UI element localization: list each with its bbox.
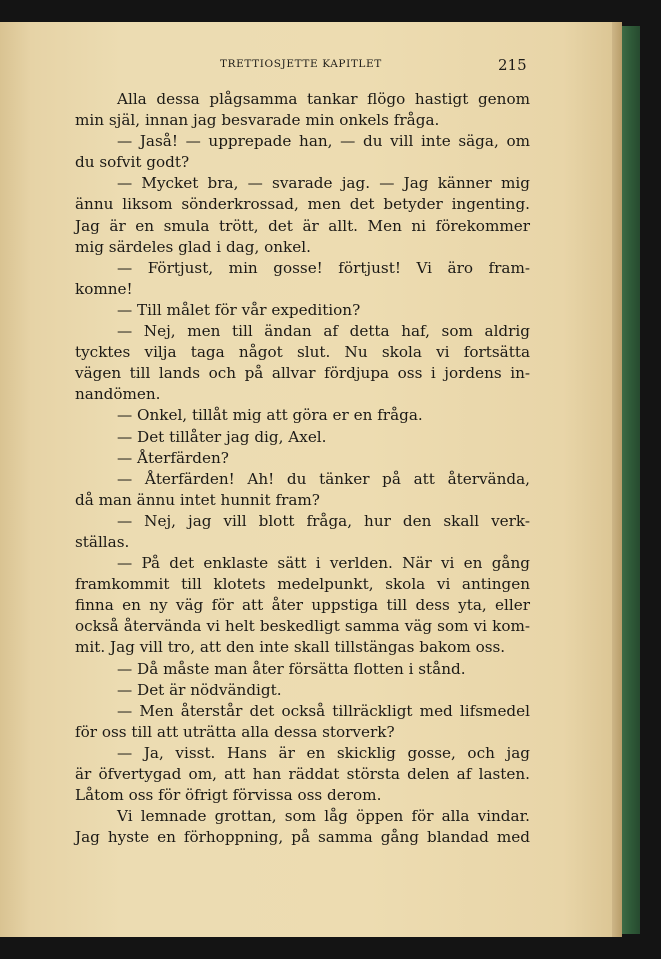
book-cover-edge — [622, 26, 640, 934]
text-line: Jag hyste en förhoppning, på samma gång blandad med — [75, 828, 530, 847]
text-line: min själ, innan jag besvarade min onkels fråga. — [75, 111, 440, 130]
page-header — [0, 56, 612, 76]
text-line: mit. Jag vill tro, att den inte skall tillstängas bakom oss. — [75, 638, 506, 657]
text-line: — Jaså! — upprepade han, — du vill inte säga, om — [117, 132, 530, 151]
text-line: för oss till att uträtta alla dessa storverk? — [75, 722, 395, 741]
text-line: då man ännu intet hunnit fram? — [75, 490, 320, 509]
text-line: ännu liksom sönderkrossad, men det betyder ingenting. — [75, 195, 530, 214]
text-line: — Det tillåter jag dig, Axel. — [117, 427, 327, 446]
text-line: — Återfärden? — [117, 448, 229, 467]
text-line: Alla dessa plågsamma tankar flögo hastigt genom — [117, 90, 530, 108]
text-line: komne! — [75, 279, 133, 298]
text-line: — Återfärden! Ah! du tänker på att återvända, — [117, 469, 530, 488]
text-line: Låtom oss för öfrigt förvissa oss derom. — [75, 786, 382, 805]
page-number: 215 — [498, 56, 527, 74]
text-line: — Men återstår det också tillräckligt med lifsmedel — [117, 701, 530, 720]
text-line: tycktes vilja taga något slut. Nu skola vi fortsätta — [75, 343, 530, 362]
text-line: — Nej, jag vill blott fråga, hur den skall verk- — [117, 511, 530, 530]
text-line: du sofvit godt? — [75, 153, 190, 172]
text-line: framkommit till klotets medelpunkt, skola vi antingen — [75, 575, 530, 594]
text-line: — På det enklaste sätt i verlden. När vi en gång — [117, 554, 530, 573]
text-line: — Då måste man åter försätta flotten i stånd. — [117, 659, 466, 678]
text-line: — Det är nödvändigt. — [117, 680, 282, 699]
text-line: — Mycket bra, — svarade jag. — Jag känner mig — [117, 174, 530, 193]
text-line: finna en ny väg för att åter uppstiga till dess yta, eller — [75, 596, 530, 615]
text-line: Vi lemnade grottan, som låg öppen för alla vindar. — [117, 807, 530, 826]
text-line: Jag är en smula trött, det är allt. Men ni förekommer — [75, 216, 530, 235]
text-line: ställas. — [75, 532, 130, 551]
text-line: mig särdeles glad i dag, onkel. — [75, 237, 311, 256]
text-line: — Förtjust, min gosse! förtjust! Vi äro fram- — [117, 258, 530, 277]
text-line: också återvända vi helt beskedligt samma väg som vi kom- — [75, 617, 530, 636]
text-line: vägen till lands och på allvar fördjupa oss i jordens in- — [75, 364, 530, 383]
page-edge — [612, 22, 622, 937]
text-line: — Nej, men till ändan af detta haf, som aldrig — [117, 322, 530, 341]
text-line: — Till målet för vår expedition? — [117, 300, 361, 319]
text-line: — Ja, visst. Hans är en skicklig gosse, och jag — [117, 743, 530, 762]
text-line: är öfvertygad om, att han räddat största delen af lasten. — [75, 765, 530, 783]
text-line: nandömen. — [75, 385, 161, 404]
running-head: TRETTIOSJETTE KAPITLET — [220, 58, 382, 70]
body-text — [75, 89, 530, 848]
text-line: — Onkel, tillåt mig att göra er en fråga. — [117, 406, 423, 425]
